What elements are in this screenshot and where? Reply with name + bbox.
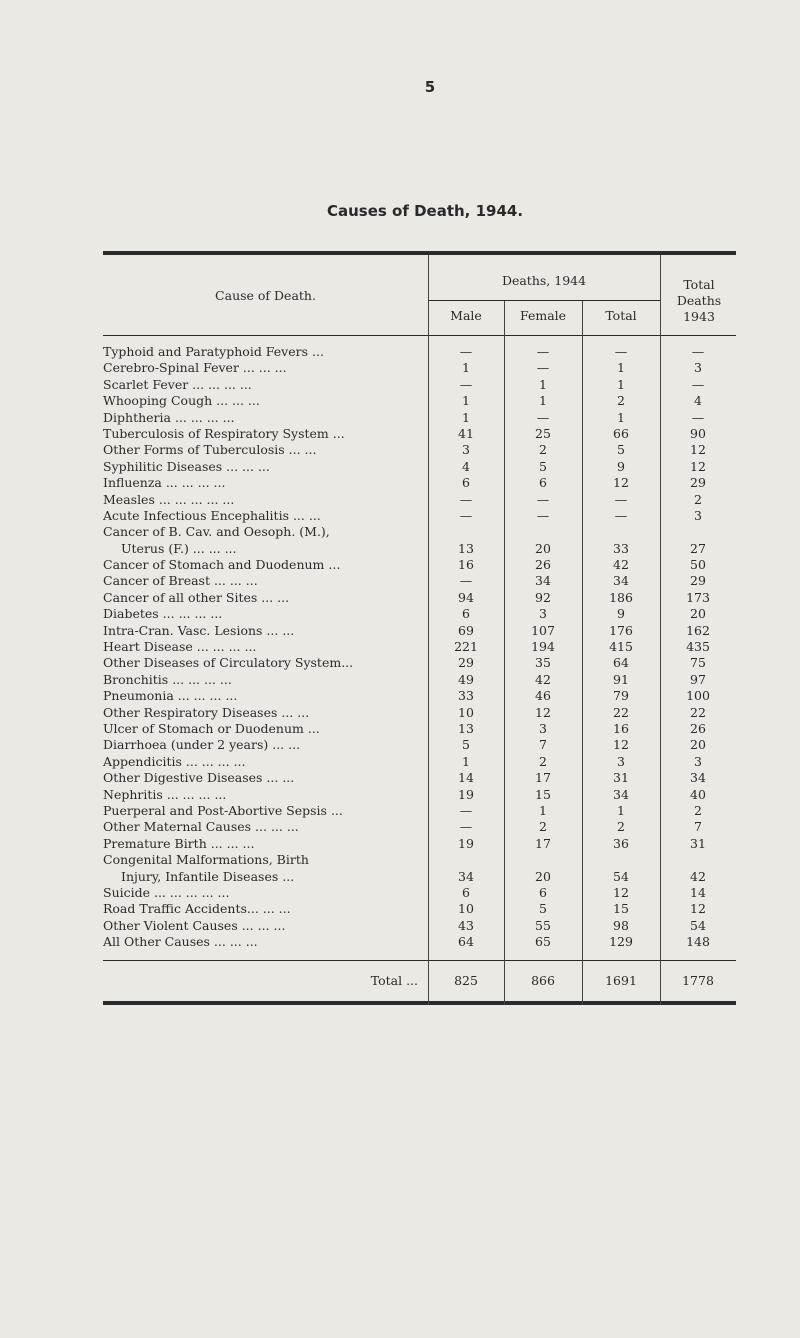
- table-row: [103, 590, 736, 606]
- total-cell: 64: [613, 655, 629, 671]
- cause-cell: [103, 770, 428, 786]
- total-cell: 34: [613, 573, 629, 589]
- cause-label: Influenza ... ... ... ...: [103, 475, 226, 491]
- table-row: [103, 737, 736, 753]
- table-row: [103, 623, 736, 639]
- total-cell: —: [614, 491, 628, 507]
- cause-cell: [103, 524, 428, 557]
- table-row: [103, 705, 736, 721]
- cause-label: Bronchitis ... ... ... ...: [103, 671, 232, 687]
- total-1943-cell: 173: [686, 589, 710, 605]
- cause-label: Diabetes ... ... ... ...: [103, 606, 223, 622]
- total-1943-cell: 14: [690, 884, 706, 900]
- total-1943-cell: 29: [690, 573, 706, 589]
- cause-cell: [103, 557, 428, 573]
- total-cell: 16: [613, 721, 629, 736]
- male-cell: 16: [458, 557, 474, 573]
- female-cell: 3: [539, 721, 547, 736]
- table-row: [103, 655, 736, 671]
- total-1943-cell: 26: [690, 721, 706, 736]
- female-cell: 46: [535, 688, 551, 704]
- cause-cell: [103, 901, 428, 917]
- total-1943-cell: 12: [690, 442, 706, 458]
- table-row: [103, 803, 736, 819]
- male-cell: 6: [462, 606, 470, 622]
- table-body: [103, 336, 736, 950]
- female-cell: 34: [535, 573, 551, 589]
- cause-cell: [103, 787, 428, 803]
- female-cell: 12: [535, 704, 551, 720]
- female-cell: 107: [531, 622, 555, 638]
- female-cell: 15: [535, 786, 551, 802]
- male-cell: 5: [462, 737, 470, 753]
- total-cell: 415: [609, 639, 633, 655]
- total-cell: 176: [609, 622, 633, 638]
- table-row: [103, 524, 736, 557]
- cause-cell: [103, 672, 428, 688]
- table-row: [103, 885, 736, 901]
- cause-label-continued: Uterus (F.) ... ... ...: [121, 540, 237, 556]
- total-1943-cell: 22: [690, 704, 706, 720]
- total-cell: 31: [613, 770, 629, 786]
- total-1943-cell: —: [691, 344, 705, 359]
- cause-label: Cerebro-Spinal Fever ... ... ...: [103, 360, 287, 376]
- male-cell: —: [459, 491, 473, 507]
- cause-cell: [103, 459, 428, 475]
- total-1943-cell: —: [691, 409, 705, 425]
- cause-cell: [103, 344, 428, 360]
- total-1943-cell: 3: [694, 753, 702, 769]
- total-cell: 22: [613, 704, 629, 720]
- female-cell: 6: [539, 475, 547, 491]
- male-cell: 69: [458, 622, 474, 638]
- female-cell: 5: [539, 458, 547, 474]
- total-cell: 2: [617, 819, 625, 835]
- table-row: [103, 852, 736, 885]
- total-cell: 1: [617, 376, 625, 392]
- cause-label: Other Diseases of Circulatory System...: [103, 655, 354, 671]
- female-cell: 20: [535, 868, 551, 884]
- cause-label: Cancer of Stomach and Duodenum ...: [103, 557, 341, 573]
- totals-female: 866: [531, 973, 555, 989]
- table-row: [103, 688, 736, 704]
- male-cell: 4: [462, 458, 470, 474]
- cause-cell: [103, 360, 428, 376]
- header-total-1943: Total Deaths 1943: [676, 277, 722, 324]
- male-cell: —: [459, 344, 473, 359]
- male-cell: 1: [462, 360, 470, 376]
- cause-label: Pneumonia ... ... ... ...: [103, 688, 238, 704]
- female-cell: 194: [531, 639, 555, 655]
- cause-label: Intra-Cran. Vasc. Lesions ... ...: [103, 622, 295, 638]
- female-cell: 2: [539, 442, 547, 458]
- cause-cell: [103, 885, 428, 901]
- total-cell: 91: [613, 671, 629, 687]
- cause-label: Typhoid and Paratyphoid Fevers ...: [103, 344, 324, 359]
- female-cell: —: [536, 491, 550, 507]
- total-1943-cell: 40: [690, 786, 706, 802]
- total-cell: —: [614, 344, 628, 359]
- female-cell: 17: [535, 770, 551, 786]
- cause-label: Other Respiratory Diseases ... ...: [103, 704, 310, 720]
- male-cell: —: [459, 507, 473, 523]
- table-row: [103, 819, 736, 835]
- cause-cell: [103, 836, 428, 852]
- causes-of-death-table: [103, 251, 736, 1005]
- total-cell: 9: [617, 606, 625, 622]
- male-cell: 10: [458, 704, 474, 720]
- cause-cell: [103, 655, 428, 671]
- cause-cell: [103, 688, 428, 704]
- female-cell: 25: [535, 425, 551, 441]
- page-number: 5: [424, 78, 436, 96]
- total-cell: 98: [613, 917, 629, 933]
- total-1943-cell: 2: [694, 802, 702, 818]
- cause-cell: [103, 852, 428, 885]
- male-cell: 6: [462, 884, 470, 900]
- male-cell: 19: [458, 786, 474, 802]
- table-row: [103, 442, 736, 458]
- table-row: [103, 393, 736, 409]
- total-cell: 12: [613, 737, 629, 753]
- header-total: Total: [605, 308, 637, 323]
- total-cell: 66: [613, 425, 629, 441]
- male-cell: —: [459, 573, 473, 589]
- totals-1943: 1778: [682, 973, 714, 989]
- total-1943-cell: —: [691, 376, 705, 392]
- cause-cell: [103, 721, 428, 737]
- male-cell: 19: [458, 835, 474, 851]
- cause-cell: [103, 639, 428, 655]
- total-1943-cell: 12: [690, 458, 706, 474]
- total-1943-cell: 50: [690, 557, 706, 573]
- male-cell: 13: [458, 540, 474, 556]
- table-row: [103, 426, 736, 442]
- cause-cell: [103, 410, 428, 426]
- total-1943-cell: 29: [690, 475, 706, 491]
- total-cell: 33: [613, 540, 629, 556]
- cause-label-continued: Injury, Infantile Diseases ...: [121, 868, 295, 884]
- cause-cell: [103, 934, 428, 950]
- male-cell: 13: [458, 721, 474, 736]
- header-cause: Cause of Death.: [215, 288, 316, 303]
- cause-label: Nephritis ... ... ... ...: [103, 786, 227, 802]
- table-header: [103, 255, 736, 336]
- table-row: [103, 754, 736, 770]
- total-1943-cell: 100: [686, 688, 710, 704]
- total-1943-cell: 148: [686, 934, 710, 950]
- total-cell: 79: [613, 688, 629, 704]
- cause-cell: [103, 393, 428, 409]
- totals-row: [103, 960, 736, 1001]
- total-1943-cell: 90: [690, 425, 706, 441]
- cause-cell: [103, 623, 428, 639]
- table-row: [103, 508, 736, 524]
- cause-label: Cancer of Breast ... ... ...: [103, 573, 258, 589]
- cause-cell: [103, 606, 428, 622]
- female-cell: —: [536, 360, 550, 376]
- total-1943-cell: 435: [686, 639, 710, 655]
- cause-label: Premature Birth ... ... ...: [103, 835, 255, 851]
- total-cell: 42: [613, 557, 629, 573]
- female-cell: 3: [539, 606, 547, 622]
- female-cell: 20: [535, 540, 551, 556]
- total-cell: 36: [613, 835, 629, 851]
- total-1943-cell: 162: [686, 622, 710, 638]
- female-cell: 6: [539, 884, 547, 900]
- female-cell: 42: [535, 671, 551, 687]
- cause-cell: [103, 754, 428, 770]
- female-cell: 65: [535, 934, 551, 950]
- male-cell: —: [459, 376, 473, 392]
- table-row: [103, 459, 736, 475]
- total-1943-cell: 4: [694, 393, 702, 409]
- total-cell: 12: [613, 884, 629, 900]
- cause-cell: [103, 918, 428, 934]
- female-cell: 5: [539, 901, 547, 917]
- table-row: [103, 410, 736, 426]
- female-cell: 1: [539, 376, 547, 392]
- female-cell: 1: [539, 393, 547, 409]
- male-cell: 1: [462, 409, 470, 425]
- cause-cell: [103, 705, 428, 721]
- total-1943-cell: 20: [690, 737, 706, 753]
- table-row: [103, 918, 736, 934]
- female-cell: 26: [535, 557, 551, 573]
- cause-label: Cancer of B. Cav. and Oesoph. (M.),: [103, 524, 330, 540]
- total-1943-cell: 42: [690, 868, 706, 884]
- cause-label: Ulcer of Stomach or Duodenum ...: [103, 721, 320, 736]
- male-cell: 3: [462, 442, 470, 458]
- cause-cell: [103, 508, 428, 524]
- male-cell: 49: [458, 671, 474, 687]
- table-row: [103, 787, 736, 803]
- male-cell: 43: [458, 917, 474, 933]
- total-cell: 54: [613, 868, 629, 884]
- cause-label: Scarlet Fever ... ... ... ...: [103, 376, 252, 392]
- total-1943-cell: 2: [694, 491, 702, 507]
- female-cell: 2: [539, 753, 547, 769]
- cause-cell: [103, 573, 428, 589]
- male-cell: 34: [458, 868, 474, 884]
- table-row: [103, 770, 736, 786]
- total-cell: 3: [617, 753, 625, 769]
- cause-label: Appendicitis ... ... ... ...: [103, 753, 246, 769]
- cause-label: All Other Causes ... ... ...: [103, 934, 258, 950]
- male-cell: 1: [462, 393, 470, 409]
- cause-label: Other Maternal Causes ... ... ...: [103, 819, 299, 835]
- total-cell: 5: [617, 442, 625, 458]
- cause-cell: [103, 492, 428, 508]
- cause-label: Diphtheria ... ... ... ...: [103, 409, 235, 425]
- male-cell: 29: [458, 655, 474, 671]
- table-row: [103, 377, 736, 393]
- male-cell: —: [459, 819, 473, 835]
- cause-cell: [103, 737, 428, 753]
- total-cell: 34: [613, 786, 629, 802]
- total-1943-cell: 3: [694, 360, 702, 376]
- totals-label: Total ...: [370, 973, 418, 989]
- male-cell: 221: [454, 639, 478, 655]
- cause-cell: [103, 819, 428, 835]
- male-cell: 94: [458, 589, 474, 605]
- male-cell: 41: [458, 425, 474, 441]
- total-1943-cell: 75: [690, 655, 706, 671]
- cause-label: Heart Disease ... ... ... ...: [103, 639, 257, 655]
- female-cell: —: [536, 344, 550, 359]
- cause-cell: [103, 377, 428, 393]
- male-cell: —: [459, 802, 473, 818]
- table-row: [103, 492, 736, 508]
- total-1943-cell: 34: [690, 770, 706, 786]
- page-title: Causes of Death, 1944.: [326, 202, 524, 220]
- cause-label: Diarrhoea (under 2 years) ... ...: [103, 737, 301, 753]
- male-cell: 33: [458, 688, 474, 704]
- cause-label: Acute Infectious Encephalitis ... ...: [103, 507, 321, 523]
- female-cell: 55: [535, 917, 551, 933]
- cause-label: Other Forms of Tuberculosis ... ...: [103, 442, 317, 458]
- total-cell: 129: [609, 934, 633, 950]
- table-row: [103, 934, 736, 950]
- totals-male: 825: [454, 973, 478, 989]
- table-row: [103, 672, 736, 688]
- cause-cell: [103, 426, 428, 442]
- total-1943-cell: 3: [694, 507, 702, 523]
- table-row: [103, 836, 736, 852]
- male-cell: 10: [458, 901, 474, 917]
- male-cell: 64: [458, 934, 474, 950]
- female-cell: 35: [535, 655, 551, 671]
- total-cell: 12: [613, 475, 629, 491]
- female-cell: —: [536, 409, 550, 425]
- table-row: [103, 721, 736, 737]
- total-cell: 9: [617, 458, 625, 474]
- cause-label: Road Traffic Accidents... ... ...: [103, 901, 291, 917]
- total-cell: 1: [617, 360, 625, 376]
- cause-label: Suicide ... ... ... ... ...: [103, 884, 230, 900]
- totals-total: 1691: [605, 973, 637, 989]
- female-cell: 7: [539, 737, 547, 753]
- table-row: [103, 557, 736, 573]
- female-cell: 17: [535, 835, 551, 851]
- header-male: Male: [450, 308, 482, 323]
- total-1943-cell: 20: [690, 606, 706, 622]
- cause-label: Measles ... ... ... ... ...: [103, 491, 235, 507]
- male-cell: 6: [462, 475, 470, 491]
- total-cell: —: [614, 507, 628, 523]
- cause-label: Puerperal and Post-Abortive Sepsis ...: [103, 802, 343, 818]
- cause-label: Syphilitic Diseases ... ... ...: [103, 458, 270, 474]
- total-1943-cell: 97: [690, 671, 706, 687]
- male-cell: 14: [458, 770, 474, 786]
- male-cell: 1: [462, 753, 470, 769]
- table-row: [103, 360, 736, 376]
- total-cell: 1: [617, 409, 625, 425]
- cause-label: Other Violent Causes ... ... ...: [103, 917, 286, 933]
- female-cell: 2: [539, 819, 547, 835]
- female-cell: —: [536, 507, 550, 523]
- table-row: [103, 606, 736, 622]
- total-1943-cell: 27: [690, 540, 706, 556]
- cause-cell: [103, 590, 428, 606]
- female-cell: 1: [539, 802, 547, 818]
- total-cell: 2: [617, 393, 625, 409]
- table-row: [103, 344, 736, 360]
- table-row: [103, 639, 736, 655]
- total-cell: 1: [617, 802, 625, 818]
- total-1943-cell: 7: [694, 819, 702, 835]
- total-1943-cell: 12: [690, 901, 706, 917]
- total-1943-cell: 54: [690, 917, 706, 933]
- table-row: [103, 573, 736, 589]
- header-deaths-1944: Deaths, 1944: [501, 273, 587, 288]
- cause-label: Congenital Malformations, Birth: [103, 852, 309, 868]
- table-row: [103, 901, 736, 917]
- female-cell: 92: [535, 589, 551, 605]
- total-1943-cell: 31: [690, 835, 706, 851]
- cause-cell: [103, 803, 428, 819]
- cause-label: Whooping Cough ... ... ...: [103, 393, 260, 409]
- cause-cell: [103, 475, 428, 491]
- cause-label: Tuberculosis of Respiratory System ...: [103, 425, 345, 441]
- total-cell: 186: [609, 589, 633, 605]
- cause-label: Other Digestive Diseases ... ...: [103, 770, 295, 786]
- header-female: Female: [519, 308, 567, 323]
- cause-label: Cancer of all other Sites ... ...: [103, 589, 290, 605]
- cause-cell: [103, 442, 428, 458]
- total-cell: 15: [613, 901, 629, 917]
- table-row: [103, 475, 736, 491]
